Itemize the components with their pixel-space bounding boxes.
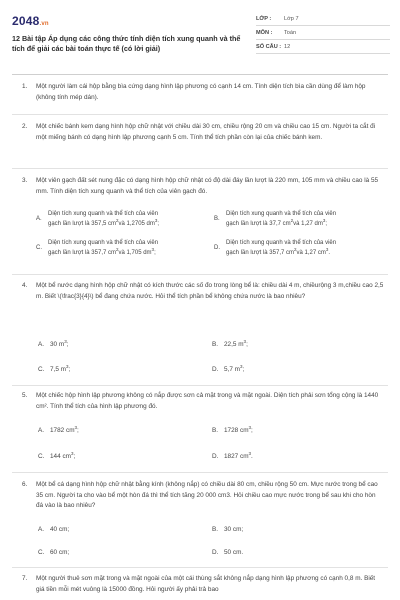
option-text: 22,5 m xyxy=(224,341,244,348)
option-b[interactable]: B. 22,5 $m^3$; xyxy=(212,338,248,348)
question-number: 6. xyxy=(22,481,28,488)
option-letter: A. xyxy=(38,526,45,533)
question-divider xyxy=(12,114,388,115)
option-a[interactable] xyxy=(38,525,69,535)
question-text: Một bể cá dạng hình hộp chữ nhật bằng kính (không nắp) có chiều dài 80 cm, chiều rộng 50 cm. Mực nước trong bể cao 35 cm. Người ta cho vào bể một hòn đá thì thể tích tăng 20 000 cm3. Hỏi chiều cao mực nước trong bể sau khi cho hòn đá vào là bao nhiêu? xyxy=(36,481,378,509)
option-letter: C. xyxy=(36,245,42,251)
question-divider xyxy=(12,385,388,386)
question-divider xyxy=(12,168,388,169)
option-a[interactable]: A. 30 $m^3$; xyxy=(38,338,69,348)
option-letter: B. xyxy=(212,341,219,348)
meta-key: LỚP : xyxy=(256,15,272,22)
question-number: 3. xyxy=(22,177,28,184)
option-c[interactable] xyxy=(38,548,69,558)
meta-table xyxy=(256,12,390,54)
option-letter: A. xyxy=(36,216,42,222)
meta-key: SỐ CÂU : xyxy=(256,43,282,50)
meta-row-class xyxy=(256,12,390,26)
option-text-line2: gạch lần lượt là 357,7 $cm^2và$ 1,27 $cm^3$. xyxy=(226,246,331,256)
option-text-line2: gạch lần lượt là 357,7 $cm^2và$ 1,705 $dm^3$; xyxy=(48,246,156,256)
option-letter: D. xyxy=(212,366,219,373)
option-c[interactable] xyxy=(36,239,196,258)
meta-value: Toán xyxy=(284,29,297,36)
option-c[interactable]: C. 7,5 $m^3$; xyxy=(38,363,71,373)
option-text: 1782 cm xyxy=(50,427,75,434)
question-5 xyxy=(22,391,384,412)
option-letter: A. xyxy=(38,427,45,434)
option-b[interactable]: B. 1728 $cm^3$; xyxy=(212,424,253,434)
option-b[interactable] xyxy=(214,210,374,229)
option-text-line2: gạch lần lượt là 357,5 $cm^2và$ 1,2705 $dm^3$; xyxy=(48,217,160,227)
option-text: 144 cm xyxy=(50,453,71,460)
option-letter: B. xyxy=(212,526,219,533)
header-divider xyxy=(12,74,388,75)
option-d[interactable]: D. 1827 $cm^3$. xyxy=(212,450,253,460)
option-d[interactable] xyxy=(212,548,243,558)
meta-key: MÔN : xyxy=(256,29,273,36)
question-number: 5. xyxy=(22,392,28,399)
question-text: Một bể nước dạng hình hộp chữ nhật có kích thước các số đo trong lòng bể là: chiều dài 4 m, chiềurộng 3 m,chiều cao 2,5 m. Biết \(\frac{3}{4}\) bể đang chứa nước. Hỏi thể tích phần bể không chứa nước là bao nhiêu? xyxy=(36,282,384,300)
option-text-line2: gạch lần lượt là 37,7 $cm^2và$ 1,27 $dm^3$; xyxy=(226,217,328,227)
question-2 xyxy=(22,122,384,143)
option-text: 1728 cm xyxy=(224,427,249,434)
option-d[interactable]: D. 5,7 $m^3$; xyxy=(212,363,245,373)
option-text: 30 m xyxy=(50,341,65,348)
option-letter: A. xyxy=(38,341,45,348)
question-divider xyxy=(12,274,388,275)
question-text: Một người thuê sơn mặt trong và mặt ngoài của một cái thùng sắt không nắp dạng hình lập phương có cạnh 0,8 m. Biết giá tiền mỗi mét vuông là 15000 đồng. Hỏi người ấy phải trả bao xyxy=(36,575,376,593)
question-number: 2. xyxy=(22,123,28,130)
logo-text: 2048 xyxy=(12,14,40,28)
option-letter: D. xyxy=(214,245,220,251)
question-text: Một chiếc bánh kem dạng hình hộp chữ nhật với chiều dài 30 cm, chiều rộng 20 cm và chiều cao 15 cm. Người ta cắt đi một miếng bánh có dạng hình lập phương cạnh 5 cm. Tính thể tích phần còn lại của chiếc bánh kem. xyxy=(36,123,376,141)
question-4 xyxy=(22,281,384,302)
question-3 xyxy=(22,176,384,197)
option-letter: C. xyxy=(38,366,45,373)
header xyxy=(12,12,390,68)
option-letter: D. xyxy=(212,453,219,460)
option-text: 60 cm; xyxy=(50,549,70,556)
question-number: 7. xyxy=(22,575,28,582)
question-divider xyxy=(12,567,388,568)
option-text-line1: Diện tích xung quanh và thể tích của viên xyxy=(48,240,159,246)
question-number: 4. xyxy=(22,282,28,289)
meta-value: Lớp 7 xyxy=(284,15,299,22)
option-a[interactable] xyxy=(36,210,196,229)
option-text-line1: Diện tích xung quanh và thể tích của viên xyxy=(226,240,337,246)
option-text: 7,5 m xyxy=(50,366,66,373)
option-text: 50 cm. xyxy=(224,549,244,556)
option-text: 5,7 m xyxy=(224,366,240,373)
site-logo[interactable] xyxy=(12,14,49,28)
option-letter: D. xyxy=(212,549,219,556)
option-text-line1: Diện tích xung quanh và thể tích của viên xyxy=(48,211,159,217)
option-c[interactable]: C. 144 $cm^3$; xyxy=(38,450,76,460)
option-a[interactable]: A. 1782 $cm^3$; xyxy=(38,424,79,434)
question-1 xyxy=(22,82,384,103)
option-letter: B. xyxy=(214,216,220,222)
option-letter: C. xyxy=(38,453,45,460)
option-d[interactable] xyxy=(214,239,374,258)
meta-row-count xyxy=(256,40,390,54)
option-text: 30 cm; xyxy=(224,526,244,533)
meta-value: 12 xyxy=(284,43,291,50)
logo-suffix: .vn xyxy=(39,21,49,27)
question-number: 1. xyxy=(22,83,28,90)
question-text: Một chiếc hộp hình lập phương không có nắp được sơn cả mặt trong và mặt ngoài. Diện tích phải sơn tổng cộng là 1440 cm². Tính thể tích của hình lập phương đó. xyxy=(36,392,379,410)
page-title: 12 Bài tập Áp dụng các công thức tính diện tích xung quanh và thể tích để giải các bài toán thực tế (có lời giải) xyxy=(12,34,241,53)
option-letter: C. xyxy=(38,549,45,556)
option-text: 40 cm; xyxy=(50,526,70,533)
meta-row-subject xyxy=(256,26,390,40)
option-letter: B. xyxy=(212,427,219,434)
option-text-line1: Diện tích xung quanh và thể tích của viên xyxy=(226,211,337,217)
option-text: 1827 cm xyxy=(224,453,249,460)
question-text: Một viên gạch đất sét nung đặc có dạng hình hộp chữ nhật có độ dài đáy lần lượt là 220 mm, 105 mm và chiều cao là 55 mm. Tính diện tích xung quanh và thể tích của viên gạch đó. xyxy=(36,177,379,195)
question-6 xyxy=(22,480,384,512)
question-divider xyxy=(12,472,388,473)
option-b[interactable] xyxy=(212,525,243,535)
question-text: Một người làm cái hộp bằng bìa cứng dạng hình lập phương có cạnh 14 cm. Tính diện tích bìa cần dùng để làm hộp (không tính mép dán). xyxy=(36,83,366,101)
question-7 xyxy=(22,574,384,595)
